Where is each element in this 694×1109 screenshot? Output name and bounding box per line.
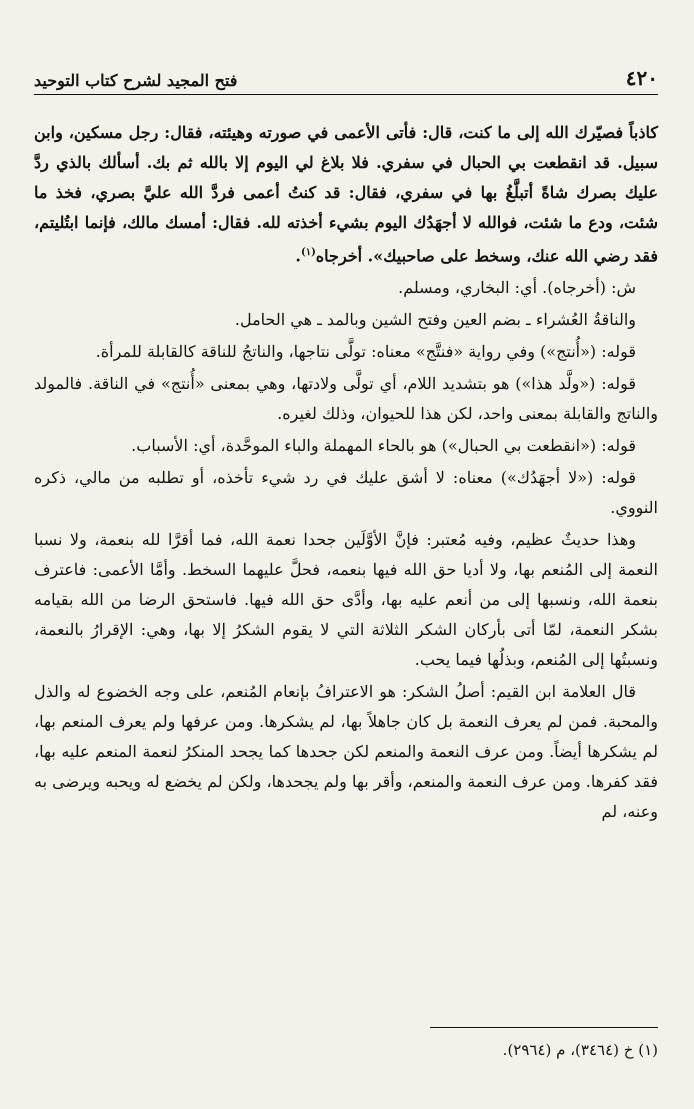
commentary-paragraph: قوله: («انقطعت بي الحبال») هو بالحاء المهملة والباء الموحَّدة، أي: الأسباب. bbox=[131, 436, 636, 456]
commentary-paragraph: وهذا حديثٌ عظيم، وفيه مُعتبر: فإنَّ الأوَّلَين جحدا نعمة الله، فما أقرَّا لله بنعمة، ولا نسبا النعمة إلى المُنعم بها، ولا أديا حق الله فيها بنعمه، فحلَّ عليهما السخط. وأمَّا الأعمى: فاعترف بنعمة الله، ونسبها إلى من أنعم عليه بها، وأدَّى حق الله فيها. فاستحق الرضا من الله بقيامه بشكر النعمة، لمّا أتى بأركان الشكر الثلاثة التي لا يقوم الشكرُ إلا بها، وهي: الإقرارُ بالنعمة، ونسبتُها إلى المُنعم، وبذلُها فيما يحب. bbox=[34, 530, 658, 670]
commentary-paragraph: قوله: («أُنتج») وفي رواية «فنتَّج» معناه: تولَّى نتاجها، والناتجُ للناقة كالقابلة للمرأة. bbox=[95, 342, 636, 362]
running-title: فتح المجيد لشرح كتاب التوحيد bbox=[34, 71, 238, 90]
footnote-divider bbox=[430, 1027, 658, 1028]
hadith-text: كاذباً فصيّرك الله إلى ما كنت، قال: فأتى الأعمى في صورته وهيئته، فقال: رجل مسكين، وابن سبيل. قد انقطعت بي الحبال في سفري. فلا بلاغ لي اليوم إلا بالله ثم بك. أسألك بالذي ردَّ عليك بصرك شاةً أتبلَّغُ بها في سفري، فقال: قد كنتُ أعمى فردَّ الله عليَّ بصري، فخذ ما شئت، ودع ما شئت، فوالله لا أجهَدُك اليوم بشيء أخذته لله. فقال: أمسك مالك، فإنما ابتُليتم، فقد رضي الله عنك، وسخط على صاحبيك». أخرجاه bbox=[34, 123, 658, 266]
commentary-paragraph: والناقةُ العُشراء ـ بضم العين وفتح الشين وبالمد ـ هي الحامل. bbox=[234, 310, 636, 330]
page-number: ٤٢٠ bbox=[625, 66, 658, 90]
commentary-paragraph: ش: (أخرجاه). أي: البخاري، ومسلم. bbox=[398, 278, 636, 298]
footnote: (١) خ (٣٤٦٤)، م (٢٩٦٤). bbox=[502, 1041, 658, 1059]
page-header bbox=[34, 60, 658, 95]
commentary-paragraph: قوله: («ولَّد هذا») هو بتشديد اللام، أي تولَّى ولادتها، وهي بمعنى «أُنتج» في الناقة. فالمولد والناتج والقابلة بمعنى واحد، لكن هذا للحيوان، وذلك لغيره. bbox=[34, 374, 658, 424]
page-body bbox=[34, 118, 658, 827]
hadith-paragraph bbox=[34, 118, 658, 271]
commentary-paragraph: قال العلامة ابن القيم: أصلُ الشكر: هو الاعترافُ بإنعام المُنعم، على وجه الخضوع له والذل والمحبة. فمن لم يعرف النعمة بل كان جاهلاً بها، لم يشكرها. ومن عرفها ولم يعرف المنعم بها، لم يشكرها أيضاً. ومن عرف النعمة والمنعم لكن جحدها كما يجحد المنكرُ لنعمة المنعم عليه بها، فقد كفرها. ومن عرف النعمة والمنعم، وأقر بها ولم يجحدها، ولكن لم يخضع له ويحبه ويرضى به وعنه، لم bbox=[34, 682, 658, 822]
footnote-ref: (١) bbox=[300, 247, 316, 258]
hadith-end: . bbox=[295, 246, 301, 266]
commentary-paragraph: قوله: («لا أجهَدُك») معناه: لا أشق عليك في رد شيء تأخذه، أو تطلبه من مالي، ذكره النووي. bbox=[34, 468, 658, 518]
